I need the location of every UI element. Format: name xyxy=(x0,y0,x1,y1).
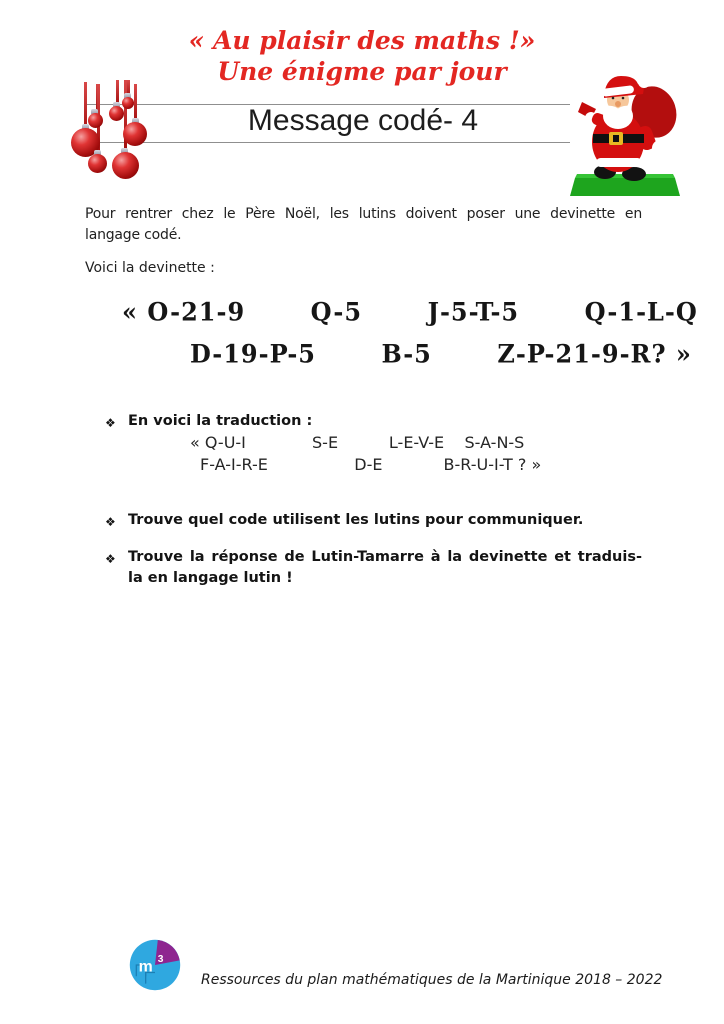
coded-message-line-1: « O-21-9 Q-5 J-5-T-5 Q-1-L-Q xyxy=(122,296,698,327)
banner-line-bottom xyxy=(85,142,641,143)
christmas-baubles-icon xyxy=(58,78,158,200)
translation-label: En voici la traduction : xyxy=(128,413,313,429)
diamond-bullet-icon: ❖ xyxy=(105,515,116,529)
task-find-answer xyxy=(105,547,642,589)
diamond-bullet-icon: ❖ xyxy=(105,552,116,566)
banner-title: Message codé- 4 xyxy=(247,104,479,137)
svg-text:3: 3 xyxy=(157,954,164,966)
task-1-text: Trouve quel code utilisent les lutins pour communiquer. xyxy=(128,512,584,528)
translation-line-1: « Q-U-I S-E L-E-V-E S-A-N-S xyxy=(190,433,525,452)
m3-logo-icon xyxy=(127,937,183,993)
task-2-line-2: la en langage lutin ! xyxy=(128,570,293,586)
page-title: « Au plaisir des maths !» xyxy=(188,26,536,55)
riddle-prompt: Voici la devinette : xyxy=(85,260,215,276)
santa-claus-icon xyxy=(570,60,690,200)
diamond-bullet-icon: ❖ xyxy=(105,416,116,430)
page-subtitle: Une énigme par jour xyxy=(217,57,507,86)
translation-line-2: F-A-I-R-E D-E B-R-U-I-T ? » xyxy=(200,455,542,474)
svg-text:m: m xyxy=(138,958,153,976)
intro-line-1: Pour rentrer chez le Père Noël, les lutins doivent poser une devinette en xyxy=(85,206,642,222)
intro-paragraph xyxy=(85,204,642,246)
task-2-line-1: Trouve la réponse de Lutin-Tamarre à la devinette et traduis- xyxy=(128,549,642,565)
coded-message-line-2: D-19-P-5 B-5 Z-P-21-9-R? » xyxy=(190,338,692,369)
translation-heading xyxy=(105,411,312,434)
intro-line-2: langage codé. xyxy=(85,227,182,243)
task-find-code xyxy=(105,510,583,533)
footer-credit: Ressources du plan mathématiques de la Martinique 2018 – 2022 xyxy=(201,972,663,988)
